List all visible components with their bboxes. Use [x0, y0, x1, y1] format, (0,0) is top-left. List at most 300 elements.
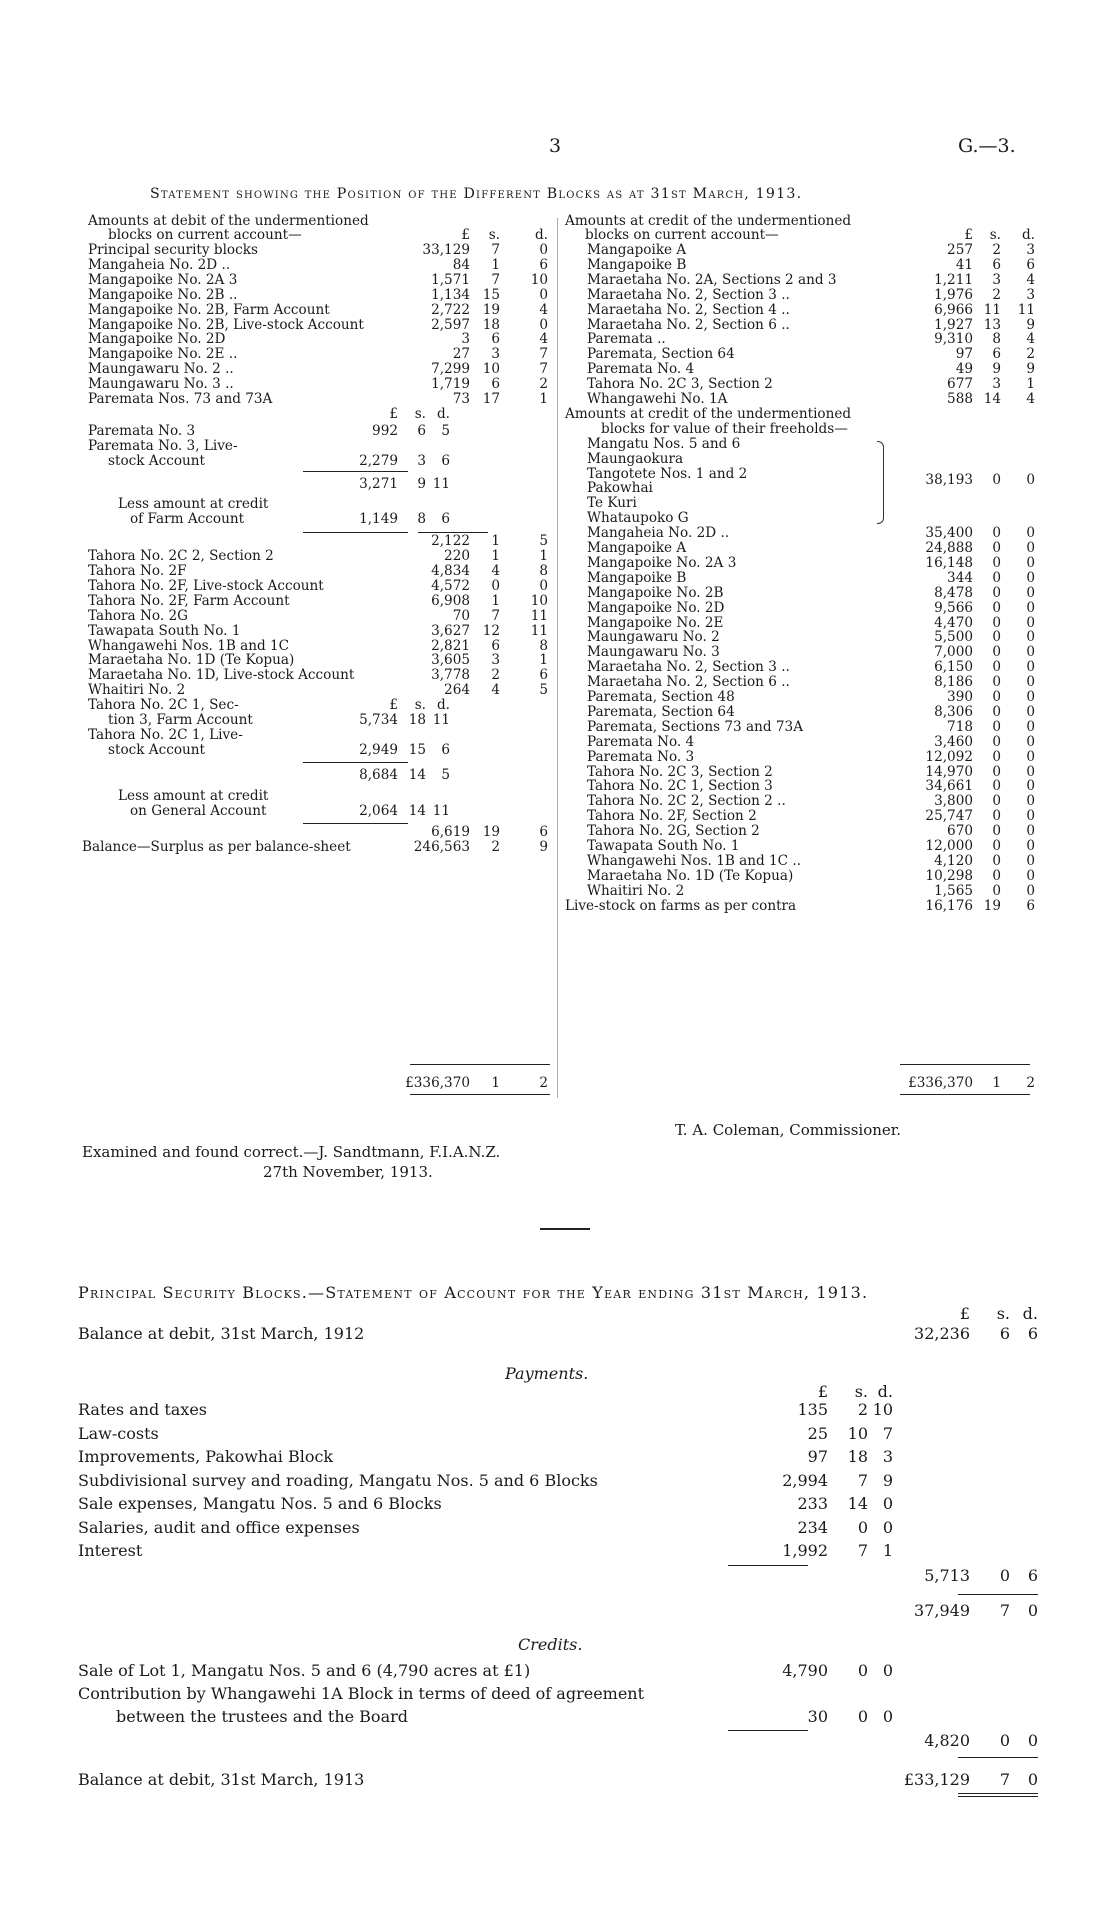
amount-pounds: 2,821 — [431, 637, 470, 654]
amount-shillings: 9 — [417, 475, 426, 492]
amount-pounds: £336,370 — [908, 1075, 973, 1091]
table-row — [565, 869, 1035, 883]
amount-pounds: 264 — [444, 682, 470, 699]
subtotal-row — [88, 768, 548, 782]
amount-pence: 0 — [882, 1494, 893, 1513]
amount-pence: 0 — [1026, 599, 1035, 616]
row-label: Maraetaha No. 2, Section 3 .. — [587, 659, 790, 676]
row-label: Whaitiri No. 2 — [587, 882, 685, 899]
amount-pounds: 1,571 — [431, 271, 470, 288]
credit-heading: blocks for value of their freeholds— — [601, 420, 848, 437]
rule-line — [958, 1793, 1038, 1794]
amount-pence: 11 — [1017, 301, 1035, 318]
amount-shillings: 0 — [992, 763, 1001, 780]
amount-shillings: 13 — [983, 316, 1001, 333]
amount-pounds: 24,888 — [925, 540, 973, 556]
amount-pence: 8 — [539, 637, 548, 654]
amount-pence: 1 — [882, 1541, 893, 1560]
amount-pounds: £33,129 — [903, 1769, 970, 1789]
table-row — [78, 1662, 1038, 1680]
amount-shillings: 6 — [491, 331, 500, 348]
subtotal-row — [88, 477, 548, 491]
table-row — [88, 653, 548, 667]
table-row — [565, 809, 1035, 823]
amount-pounds: 37,949 — [914, 1600, 970, 1620]
amount-shillings: 0 — [992, 882, 1001, 899]
row-label: Paremata, Section 64 — [587, 346, 735, 363]
amount-pence: 0 — [1026, 689, 1035, 705]
row-label: Live-stock on farms as per contra — [565, 897, 797, 914]
amount-pounds: 992 — [372, 422, 398, 439]
amount-shillings: 0 — [992, 689, 1001, 705]
row-label: Tawapata South No. 1 — [88, 622, 241, 639]
rule-line — [958, 1796, 1038, 1797]
amount-pence: 4 — [539, 301, 548, 318]
table-row — [88, 424, 548, 438]
subtotal-row — [78, 1602, 1038, 1620]
row-label: Paremata, Section 48 — [587, 689, 735, 705]
table-row — [565, 273, 1035, 287]
amount-pounds: 677 — [947, 376, 973, 393]
section-divider — [540, 1228, 590, 1230]
amount-shillings: 2 — [491, 839, 500, 856]
amount-pence: 0 — [1026, 823, 1035, 840]
balance-row — [82, 839, 548, 856]
table-row — [565, 824, 1035, 838]
table-row — [88, 668, 548, 682]
amount-shillings: 0 — [992, 554, 1001, 571]
payments-column-headers — [78, 1383, 1038, 1401]
amount-shillings: 14 — [983, 391, 1001, 407]
amount-pounds: 12,000 — [925, 838, 973, 854]
row-label: Sale expenses, Mangatu Nos. 5 and 6 Blocks — [78, 1494, 442, 1513]
table-row — [88, 362, 548, 376]
table-row — [565, 884, 1035, 898]
amount-pence: 0 — [1026, 882, 1035, 899]
amount-shillings: 1 — [491, 1075, 500, 1091]
row-label: Tahora No. 2F, Live-stock Account — [88, 577, 324, 594]
sub-column-headers — [88, 407, 548, 421]
amount-pence: 5 — [539, 682, 548, 699]
amount-shillings: 0 — [992, 540, 1001, 556]
amount-pounds: 4,820 — [924, 1730, 970, 1750]
amount-pounds: 8,478 — [934, 584, 973, 601]
table-row — [88, 439, 548, 453]
amount-shillings: 0 — [857, 1706, 868, 1726]
row-label: Maungawaru No. 3 — [587, 644, 720, 661]
amount-shillings: 0 — [992, 852, 1001, 869]
amount-pounds: 97 — [955, 346, 973, 363]
amount-pence: 0 — [882, 1660, 893, 1680]
amount-pence: 7 — [882, 1423, 893, 1443]
amount-shillings: 6 — [999, 1324, 1010, 1343]
row-label: Tahora No. 2C 2, Section 2 .. — [587, 793, 786, 810]
table-row — [88, 288, 548, 302]
row-label: Interest — [78, 1541, 143, 1560]
rule-line — [303, 762, 408, 763]
total-row — [88, 1076, 548, 1090]
amount-shillings: 7 — [999, 1769, 1010, 1789]
debit-side — [82, 213, 548, 1094]
table-row — [565, 362, 1035, 376]
rule-line — [303, 532, 408, 533]
table-row — [565, 243, 1035, 257]
rule-line — [728, 1730, 808, 1731]
amount-shillings: 0 — [992, 823, 1001, 840]
amount-shillings: 1 — [491, 592, 500, 609]
amount-shillings: 14 — [408, 766, 426, 783]
amount-pence: 0 — [882, 1517, 893, 1537]
amount-pounds: 588 — [947, 391, 973, 407]
account-title: Principal Security Blocks.—Statement of Account for the Year ending 31st March, 1913. — [78, 1283, 869, 1302]
group-total-row — [565, 473, 1035, 487]
amount-shillings: 0 — [992, 569, 1001, 586]
amount-pence: 0 — [1026, 778, 1035, 795]
amount-pence: 6 — [539, 256, 548, 273]
row-label: Maungawaru No. 3 .. — [88, 376, 234, 393]
amount-pounds: 73 — [452, 391, 470, 407]
rule-line — [303, 823, 408, 824]
amount-pence: 1 — [1026, 376, 1035, 393]
row-label: Tahora No. 2C 3, Section 2 — [587, 763, 773, 780]
amount-pounds: 5,500 — [934, 629, 973, 646]
amount-pence: d. — [877, 1382, 893, 1401]
amount-pence: 10 — [530, 271, 548, 288]
row-label: Maungawaru No. 2 .. — [88, 361, 234, 378]
amount-shillings: 0 — [992, 525, 1001, 542]
amount-pounds: 6,908 — [431, 592, 470, 609]
row-label: Paremata No. 4 — [587, 733, 695, 750]
closing-balance-row — [78, 1771, 1038, 1789]
amount-pence: 3 — [1026, 286, 1035, 303]
amount-shillings: 10 — [847, 1423, 868, 1443]
amount-pounds: 2,064 — [359, 802, 398, 819]
amount-pence: 11 — [432, 712, 450, 728]
amount-shillings: 8 — [992, 331, 1001, 348]
group-item: Te Kuri — [587, 495, 637, 512]
table-row — [78, 1519, 1038, 1537]
amount-pounds: 234 — [797, 1517, 828, 1537]
amount-shillings: 0 — [992, 644, 1001, 661]
amount-pounds: 7,000 — [934, 644, 973, 661]
table-row — [565, 332, 1035, 346]
amount-pounds: 8,186 — [934, 674, 973, 691]
row-label: Maraetaha No. 2, Section 3 .. — [587, 286, 790, 303]
table-row — [88, 698, 548, 712]
amount-shillings: 2 — [857, 1400, 868, 1419]
row-label: Tahora No. 2C 1, Section 3 — [587, 778, 773, 795]
table-row — [565, 690, 1035, 704]
amount-shillings: 0 — [992, 471, 1001, 488]
amount-shillings: 10 — [482, 361, 500, 378]
rule-line — [900, 1064, 1030, 1065]
table-row — [78, 1495, 1038, 1513]
table-row — [78, 1542, 1038, 1560]
amount-pounds: 3,460 — [934, 733, 973, 750]
amount-shillings: 6 — [992, 346, 1001, 363]
amount-shillings: 0 — [992, 778, 1001, 795]
amount-pence: 6 — [539, 824, 548, 841]
amount-pounds: 233 — [797, 1494, 828, 1513]
amount-pounds: 41 — [955, 256, 973, 273]
amount-pounds: 6,619 — [431, 824, 470, 841]
row-label: Law-costs — [78, 1423, 159, 1443]
amount-shillings: 19 — [482, 301, 500, 318]
amount-pence: 0 — [1026, 644, 1035, 661]
amount-pence: 0 — [1026, 763, 1035, 780]
amount-pence: 0 — [1027, 1600, 1038, 1620]
amount-pence: 0 — [882, 1706, 893, 1726]
amount-shillings: 0 — [999, 1730, 1010, 1750]
amount-pounds: 14,970 — [925, 763, 973, 780]
rule-line — [958, 1757, 1038, 1758]
row-label: Paremata, Sections 73 and 73A — [587, 718, 804, 735]
group-item: Whataupoko G — [587, 510, 689, 527]
table-row — [88, 332, 548, 346]
row-label: stock Account — [108, 452, 205, 469]
amount-pounds: 30 — [807, 1706, 828, 1726]
rule-line — [958, 1594, 1038, 1595]
row-label: Paremata .. — [587, 331, 666, 348]
amount-pence: 0 — [1026, 525, 1035, 542]
table-row — [88, 624, 548, 638]
opening-balance-row — [78, 1325, 1038, 1343]
amount-pounds: 38,193 — [925, 471, 973, 488]
amount-pence: 0 — [1026, 808, 1035, 825]
amount-shillings: 6 — [992, 256, 1001, 273]
commissioner-signature: T. A. Coleman, Commissioner. — [675, 1121, 902, 1139]
amount-pounds: 16,176 — [925, 897, 973, 914]
column-headers — [88, 228, 548, 242]
row-label: Rates and taxes — [78, 1400, 207, 1419]
table-row — [565, 288, 1035, 302]
amount-pounds: 135 — [797, 1400, 828, 1419]
amount-pence: 10 — [530, 592, 548, 609]
row-label: Subdivisional survey and roading, Mangatu Nos. 5 and 6 Blocks — [78, 1470, 598, 1490]
row-label: Mangapoike A — [587, 540, 687, 556]
amount-pence: 0 — [1026, 554, 1035, 571]
row-label: Mangapoike No. 2A 3 — [587, 554, 737, 571]
amount-pence: 6 — [539, 667, 548, 684]
table-row — [565, 377, 1035, 391]
table-row — [88, 609, 548, 623]
amount-pence: 6 — [1026, 256, 1035, 273]
row-label: Mangapoike A — [587, 242, 687, 258]
amount-shillings: 4 — [491, 682, 500, 699]
amount-pounds: £336,370 — [405, 1075, 470, 1091]
table-row — [88, 549, 548, 563]
amount-pounds: 2,994 — [782, 1470, 828, 1490]
table-row — [88, 713, 548, 727]
amount-shillings: 3 — [491, 652, 500, 669]
table-row — [88, 639, 548, 653]
amount-pence: 0 — [1026, 718, 1035, 735]
amount-shillings: 0 — [857, 1660, 868, 1680]
table-row — [565, 765, 1035, 779]
amount-pounds: £ — [461, 227, 470, 243]
column-divider — [557, 218, 558, 1098]
amount-shillings: 2 — [992, 242, 1001, 258]
amount-pence: 2 — [1026, 1075, 1035, 1091]
amount-pence: 0 — [539, 286, 548, 303]
rule-line — [410, 1094, 550, 1095]
net-row — [88, 534, 548, 548]
row-label: Balance—Surplus as per balance-sheet — [82, 839, 351, 856]
row-label: Contribution by Whangawehi 1A Block in terms of deed of agreement — [78, 1683, 645, 1703]
amount-shillings: 7 — [491, 271, 500, 288]
less-note: Less amount at credit — [118, 496, 269, 513]
amount-shillings: 0 — [992, 718, 1001, 735]
row-label: Tahora No. 2C 3, Section 2 — [587, 376, 773, 393]
amount-pence: 0 — [1026, 629, 1035, 646]
amount-pounds: 3,627 — [431, 622, 470, 639]
rule-line — [410, 1064, 550, 1065]
amount-pence: 2 — [539, 376, 548, 393]
amount-pounds: 2,722 — [431, 301, 470, 318]
amount-pounds: 718 — [947, 718, 973, 735]
amount-pence: 9 — [882, 1470, 893, 1490]
amount-shillings: 0 — [992, 599, 1001, 616]
amount-shillings: 6 — [491, 376, 500, 393]
amount-pounds: 33,129 — [422, 242, 470, 258]
row-label: Maungawaru No. 2 — [587, 629, 720, 646]
amount-pence: 0 — [539, 242, 548, 258]
row-label: Tawapata South No. 1 — [587, 838, 740, 854]
amount-shillings: 18 — [408, 712, 426, 728]
amount-shillings: 4 — [491, 563, 500, 579]
amount-shillings: 14 — [847, 1494, 868, 1513]
amount-shillings: 0 — [992, 838, 1001, 854]
row-label: Mangapoike No. 2A 3 — [88, 271, 238, 288]
amount-pence: 1 — [539, 391, 548, 407]
account-statement — [78, 1305, 1038, 1815]
row-label: Mangapoike B — [587, 256, 687, 273]
row-label: Maraetaha No. 2, Section 4 .. — [587, 301, 790, 318]
amount-pounds: 1,927 — [934, 316, 973, 333]
table-row — [565, 541, 1035, 555]
amount-pounds: 27 — [452, 346, 470, 363]
amount-pence: 0 — [1026, 703, 1035, 720]
row-label: Mangaheia No. 2D .. — [88, 256, 231, 273]
amount-pence: 6 — [441, 511, 450, 528]
table-row — [88, 258, 548, 272]
rule-line — [303, 471, 408, 472]
amount-shillings: s. — [989, 227, 1001, 243]
amount-pence: 11 — [432, 802, 450, 819]
amount-shillings: 0 — [999, 1565, 1010, 1585]
amount-pounds: 1,992 — [782, 1541, 828, 1560]
amount-pounds: 9,310 — [934, 331, 973, 348]
amount-shillings: 0 — [992, 703, 1001, 720]
credits-total-row — [78, 1732, 1038, 1750]
row-label: Mangapoike No. 2E — [587, 614, 724, 631]
row-label: Paremata Nos. 73 and 73A — [88, 391, 273, 407]
amount-pounds: 344 — [947, 569, 973, 586]
amount-shillings: 7 — [491, 242, 500, 258]
amount-shillings: s. — [996, 1304, 1010, 1323]
row-label: Whangawehi Nos. 1B and 1C — [88, 637, 290, 654]
amount-pounds: £ — [389, 697, 398, 714]
amount-shillings: 18 — [847, 1447, 868, 1466]
amount-pence: 0 — [539, 577, 548, 594]
amount-shillings: s. — [414, 697, 426, 714]
amount-shillings: 15 — [482, 286, 500, 303]
row-label: Maraetaha No. 1D (Te Kopua) — [88, 652, 295, 669]
row-label: Tahora No. 2F, Farm Account — [88, 592, 290, 609]
row-label: Mangapoike No. 2B, Farm Account — [88, 301, 330, 318]
row-label: Tahora No. 2C 2, Section 2 — [88, 548, 274, 565]
amount-pounds: 10,298 — [925, 867, 973, 884]
table-row — [78, 1401, 1038, 1419]
credit-side — [565, 214, 1035, 1094]
table-row — [565, 526, 1035, 540]
table-row — [565, 779, 1035, 793]
amount-pence: 4 — [1026, 271, 1035, 288]
amount-shillings: 1 — [992, 1075, 1001, 1091]
debit-heading: Amounts at debit of the undermentioned — [88, 213, 369, 229]
table-row — [565, 571, 1035, 585]
amount-pounds: 97 — [807, 1447, 828, 1466]
amount-shillings: 0 — [992, 748, 1001, 765]
amount-pence: 11 — [530, 607, 548, 624]
amount-shillings: 17 — [482, 391, 500, 407]
amount-shillings: 0 — [992, 793, 1001, 810]
row-label: stock Account — [108, 741, 205, 758]
amount-pounds: 670 — [947, 823, 973, 840]
table-row — [565, 347, 1035, 361]
amount-pounds: 2,949 — [359, 741, 398, 758]
amount-pounds: 25,747 — [925, 808, 973, 825]
row-label: Paremata No. 4 — [587, 361, 695, 378]
table-row — [88, 683, 548, 697]
table-row — [78, 1425, 1038, 1443]
table-row — [565, 660, 1035, 674]
amount-pounds: £ — [964, 227, 973, 243]
amount-pence: 0 — [1026, 793, 1035, 810]
amount-pounds: 1,976 — [934, 286, 973, 303]
row-label: Paremata No. 3, Live- — [88, 437, 238, 454]
amount-shillings: 7 — [999, 1600, 1010, 1620]
table-row — [565, 735, 1035, 749]
row-label: on General Account — [130, 802, 267, 819]
amount-shillings: 19 — [983, 897, 1001, 914]
table-row — [565, 258, 1035, 272]
amount-pounds: 16,148 — [925, 554, 973, 571]
amount-pounds: £ — [389, 405, 398, 422]
table-row — [565, 616, 1035, 630]
table-row — [88, 273, 548, 287]
row-label: Principal security blocks — [88, 242, 258, 258]
amount-pence: 11 — [432, 475, 450, 492]
amount-pence: 4 — [539, 331, 548, 348]
group-item: Mangatu Nos. 5 and 6 — [587, 435, 741, 452]
amount-shillings: 0 — [992, 614, 1001, 631]
amount-pounds: 32,236 — [914, 1324, 970, 1343]
amount-shillings: s. — [854, 1382, 868, 1401]
amount-shillings: 9 — [992, 361, 1001, 378]
amount-pounds: £ — [817, 1382, 828, 1401]
table-row — [565, 303, 1035, 317]
amount-pounds: 34,661 — [925, 778, 973, 795]
group-item: Maungaokura — [587, 450, 684, 467]
amount-pence: d. — [534, 227, 548, 243]
table-row — [565, 794, 1035, 808]
row-label: Mangaheia No. 2D .. — [587, 525, 730, 542]
amount-pence: 0 — [1027, 1730, 1038, 1750]
row-label: Balance at debit, 31st March, 1912 — [78, 1324, 365, 1343]
group-item: Pakowhai — [587, 480, 653, 497]
row-label: tion 3, Farm Account — [108, 712, 253, 728]
